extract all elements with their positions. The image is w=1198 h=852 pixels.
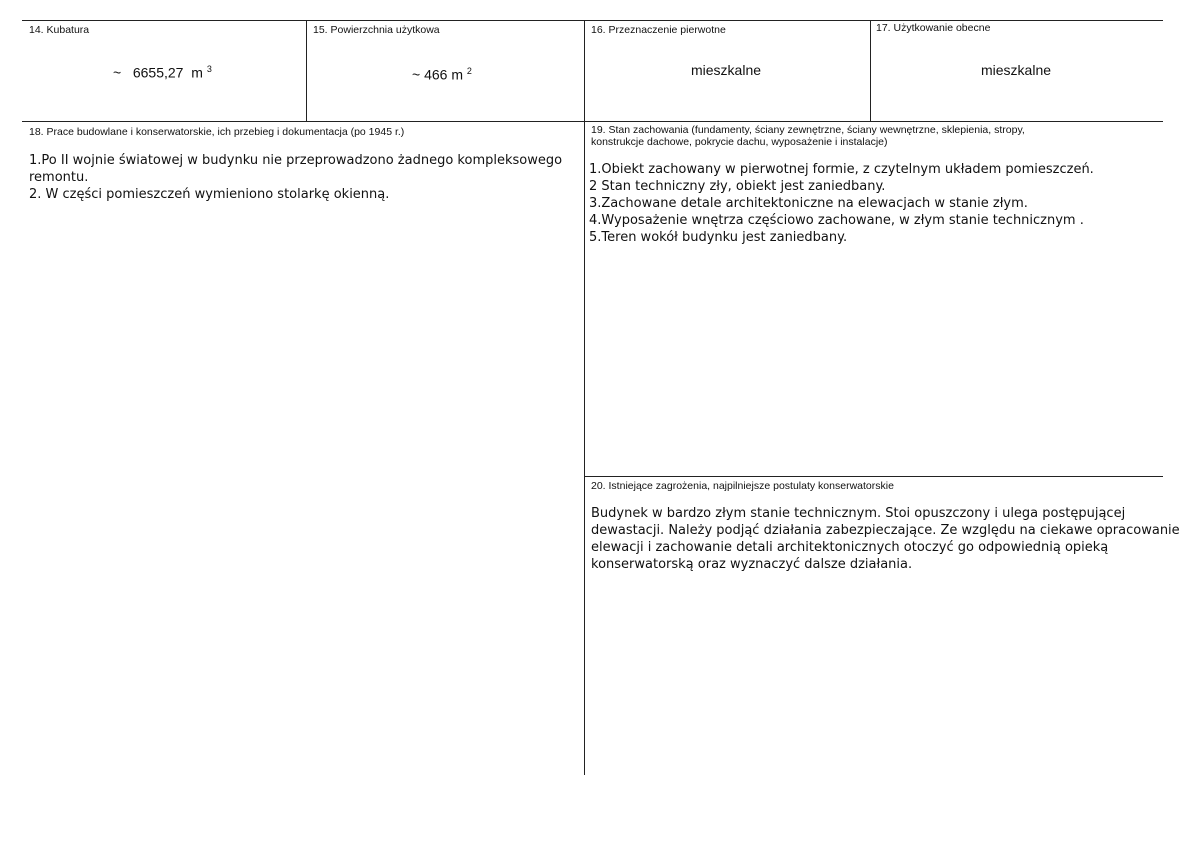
kubatura-label: 14. Kubatura (29, 24, 90, 36)
text-line: Budynek w bardzo złym stanie technicznym. Stoi opuszczony i ulega postępującej (591, 506, 1126, 521)
label-line: 19. Stan zachowania (fundamenty, ściany zewnętrzne, ściany wewnętrzne, sklepienia, stropy, (591, 124, 1025, 136)
uzytkowanie-value: mieszkalne (981, 62, 1052, 78)
text-line: konserwatorską oraz wyznaczyć dalsze działania. (591, 557, 913, 572)
powierzchnia-exponent: 2 (466, 66, 472, 76)
section-20-divider (585, 476, 1163, 477)
zagrozenia-text (591, 505, 1180, 573)
text-line: 2. W części pomieszczeń wymieniono stolarkę okienną. (29, 187, 390, 202)
top-border (22, 20, 1163, 21)
text-line: 2 Stan techniczny zły, obiekt jest zaniedbany. (589, 179, 886, 194)
kubatura-number: 6655,27 (132, 64, 184, 81)
zagrozenia-label: 20. Istniejące zagrożenia, najpilniejsze postulaty konserwatorskie (591, 480, 894, 492)
text-line: remontu. (29, 170, 89, 185)
text-line: dewastacji. Należy podjąć działania zabezpieczające. Ze względu na ciekawe opracowanie (591, 523, 1180, 538)
col-divider-3 (870, 20, 871, 122)
powierzchnia-number: 466 (424, 66, 448, 83)
approx-sign: ~ (113, 64, 122, 81)
text-line: 1.Po II wojnie światowej w budynku nie przeprowadzono żadnego kompleksowego (29, 153, 563, 168)
stan-zachowania-label (591, 124, 1025, 148)
approx-sign: ~ (412, 66, 421, 83)
powierzchnia-unit: m (451, 66, 463, 83)
przeznaczenie-label: 16. Przeznaczenie pierwotne (591, 24, 726, 36)
col-divider-1 (306, 20, 307, 122)
stan-zachowania-text (589, 161, 1094, 246)
prace-budowlane-text (29, 152, 562, 203)
text-line: 1.Obiekt zachowany w pierwotnej formie, z czytelnym układem pomieszczeń. (589, 162, 1094, 177)
text-line: 4.Wyposażenie wnętrza częściowo zachowane, w złym stanie technicznym . (589, 213, 1084, 228)
text-line: 5.Teren wokół budynku jest zaniedbany. (589, 230, 848, 245)
col-divider-main (584, 20, 585, 775)
kubatura-value (113, 64, 212, 81)
row-divider (22, 121, 1163, 122)
prace-budowlane-label: 18. Prace budowlane i konserwatorskie, ich przebieg i dokumentacja (po 1945 r.) (29, 126, 405, 138)
kubatura-exponent: 3 (206, 64, 212, 74)
powierzchnia-label: 15. Powierzchnia użytkowa (313, 24, 440, 36)
label-line: konstrukcje dachowe, pokrycie dachu, wyposażenie i instalacje) (591, 136, 888, 148)
przeznaczenie-value: mieszkalne (691, 62, 762, 78)
powierzchnia-value (412, 66, 472, 83)
text-line: elewacji i zachowanie detali architektonicznych otoczyć go odpowiednią opieką (591, 540, 1109, 555)
kubatura-unit: m (191, 64, 203, 81)
uzytkowanie-label: 17. Użytkowanie obecne (876, 22, 991, 34)
text-line: 3.Zachowane detale architektoniczne na elewacjach w stanie złym. (589, 196, 1028, 211)
